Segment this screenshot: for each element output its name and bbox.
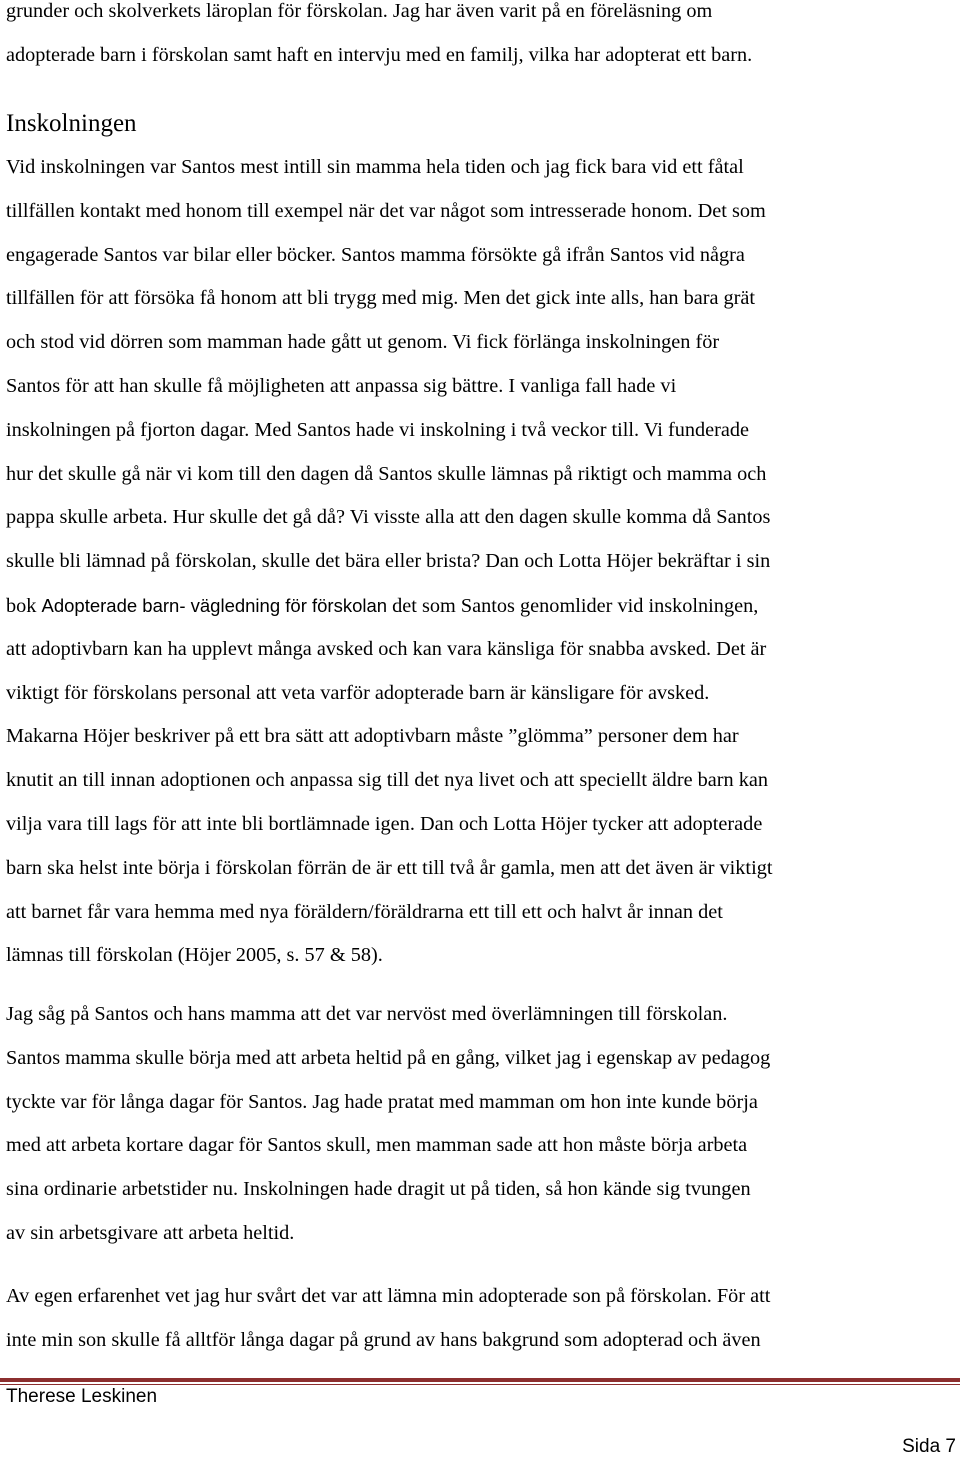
text-line: lämnas till förskolan (Höjer 2005, s. 57 & 58).	[6, 944, 383, 967]
intro-paragraph	[6, 0, 956, 78]
text-line: viktigt för förskolans personal att veta varför adopterade barn är känsligare för avsked.	[6, 681, 710, 704]
text-line: Jag såg på Santos och hans mamma att det var nervöst med överlämningen till förskolan.	[6, 1003, 728, 1025]
text-fragment: bok	[6, 594, 42, 617]
text-fragment: det som Santos genomlider vid inskolningen,	[387, 594, 759, 617]
text-line: och stod vid dörren som mamman hade gått ut genom. Vi fick förlänga inskolningen för	[6, 331, 720, 354]
section-heading: Inskolningen	[6, 110, 137, 137]
text-line: adopterade barn i förskolan samt haft en intervju med en familj, vilka har adopterat ett barn.	[6, 43, 753, 66]
text-line: vilja vara till lags för att inte bli bortlämnade igen. Dan och Lotta Höjer tycker att adopterade	[6, 812, 763, 835]
text-line: inskolningen på fjorton dagar. Med Santos hade vi inskolning i två veckor till. Vi funderade	[6, 418, 750, 441]
text-line: Santos för att han skulle få möjligheten att anpassa sig bättre. I vanliga fall hade vi	[6, 374, 677, 397]
book-reference-line	[6, 584, 956, 628]
text-line: att barnet får vara hemma med nya föräldern/föräldrarna ett till ett och halvt år innan det	[6, 900, 723, 923]
text-line: med att arbeta kortare dagar för Santos skull, men mamman sade att hon måste börja arbeta	[6, 1134, 748, 1157]
text-line: grunder och skolverkets läroplan för förskolan. Jag har även varit på en föreläsning om	[6, 0, 713, 22]
text-line: knutit an till innan adoptionen och anpassa sig till det nya livet och att speciellt äldre barn kan	[6, 769, 769, 792]
text-line: tillfällen för att försöka få honom att bli trygg med mig. Men det gick inte alls, han bara grät	[6, 287, 756, 310]
book-title: Adopterade barn- vägledning för förskolan	[41, 594, 388, 616]
text-line: barn ska helst inte börja i förskolan förrän de är ett till två år gamla, men att det även är viktigt	[6, 856, 773, 879]
text-line: Makarna Höjer beskriver på ett bra sätt att adoptivbarn måste ”glömma” personer dem har	[6, 725, 739, 748]
text-line: Av egen erfarenhet vet jag hur svårt det var att lämna min adopterade son på förskolan. För att	[6, 1285, 771, 1307]
text-line: tillfällen kontakt med honom till exempel när det var något som intresserade honom. Det som	[6, 199, 766, 222]
text-line: inte min son skulle få alltför långa dagar på grund av hans bakgrund som adopterad och även	[6, 1328, 761, 1351]
paragraph-egen-erfarenhet	[6, 1275, 956, 1363]
text-line: sina ordinarie arbetstider nu. Inskolningen hade dragit ut på tiden, så hon kände sig tvungen	[6, 1178, 751, 1201]
paragraph-overlamning	[6, 993, 956, 1256]
text-line: att adoptivbarn kan ha upplevt många avsked och kan vara känsliga för snabba avsked. Det är	[6, 637, 767, 660]
text-line: av sin arbetsgivare att arbeta heltid.	[6, 1221, 295, 1244]
text-line: engagerade Santos var bilar eller böcker. Santos mamma försökte gå ifrån Santos vid några	[6, 243, 745, 266]
text-line: Vid inskolningen var Santos mest intill sin mamma hela tiden och jag fick bara vid ett fåtal	[6, 156, 744, 178]
text-line: tyckte var för långa dagar för Santos. Jag hade pratat med mamman om hon inte kunde börja	[6, 1090, 758, 1113]
page-number: Sida 7	[902, 1436, 956, 1457]
paragraph-inskolning	[6, 146, 956, 978]
text-line: hur det skulle gå när vi kom till den dagen då Santos skulle lämnas på riktigt och mamma och	[6, 462, 767, 485]
text-line: Santos mamma skulle börja med att arbeta heltid på en gång, vilket jag i egenskap av pedagog	[6, 1046, 771, 1069]
footer-divider	[0, 1378, 960, 1382]
text-line: pappa skulle arbeta. Hur skulle det gå då? Vi visste alla att den dagen skulle komma då Santos	[6, 506, 771, 529]
footer-author: Therese Leskinen	[6, 1386, 158, 1407]
text-line: skulle bli lämnad på förskolan, skulle det bära eller brista? Dan och Lotta Höjer bekräftar i sin	[6, 550, 771, 573]
